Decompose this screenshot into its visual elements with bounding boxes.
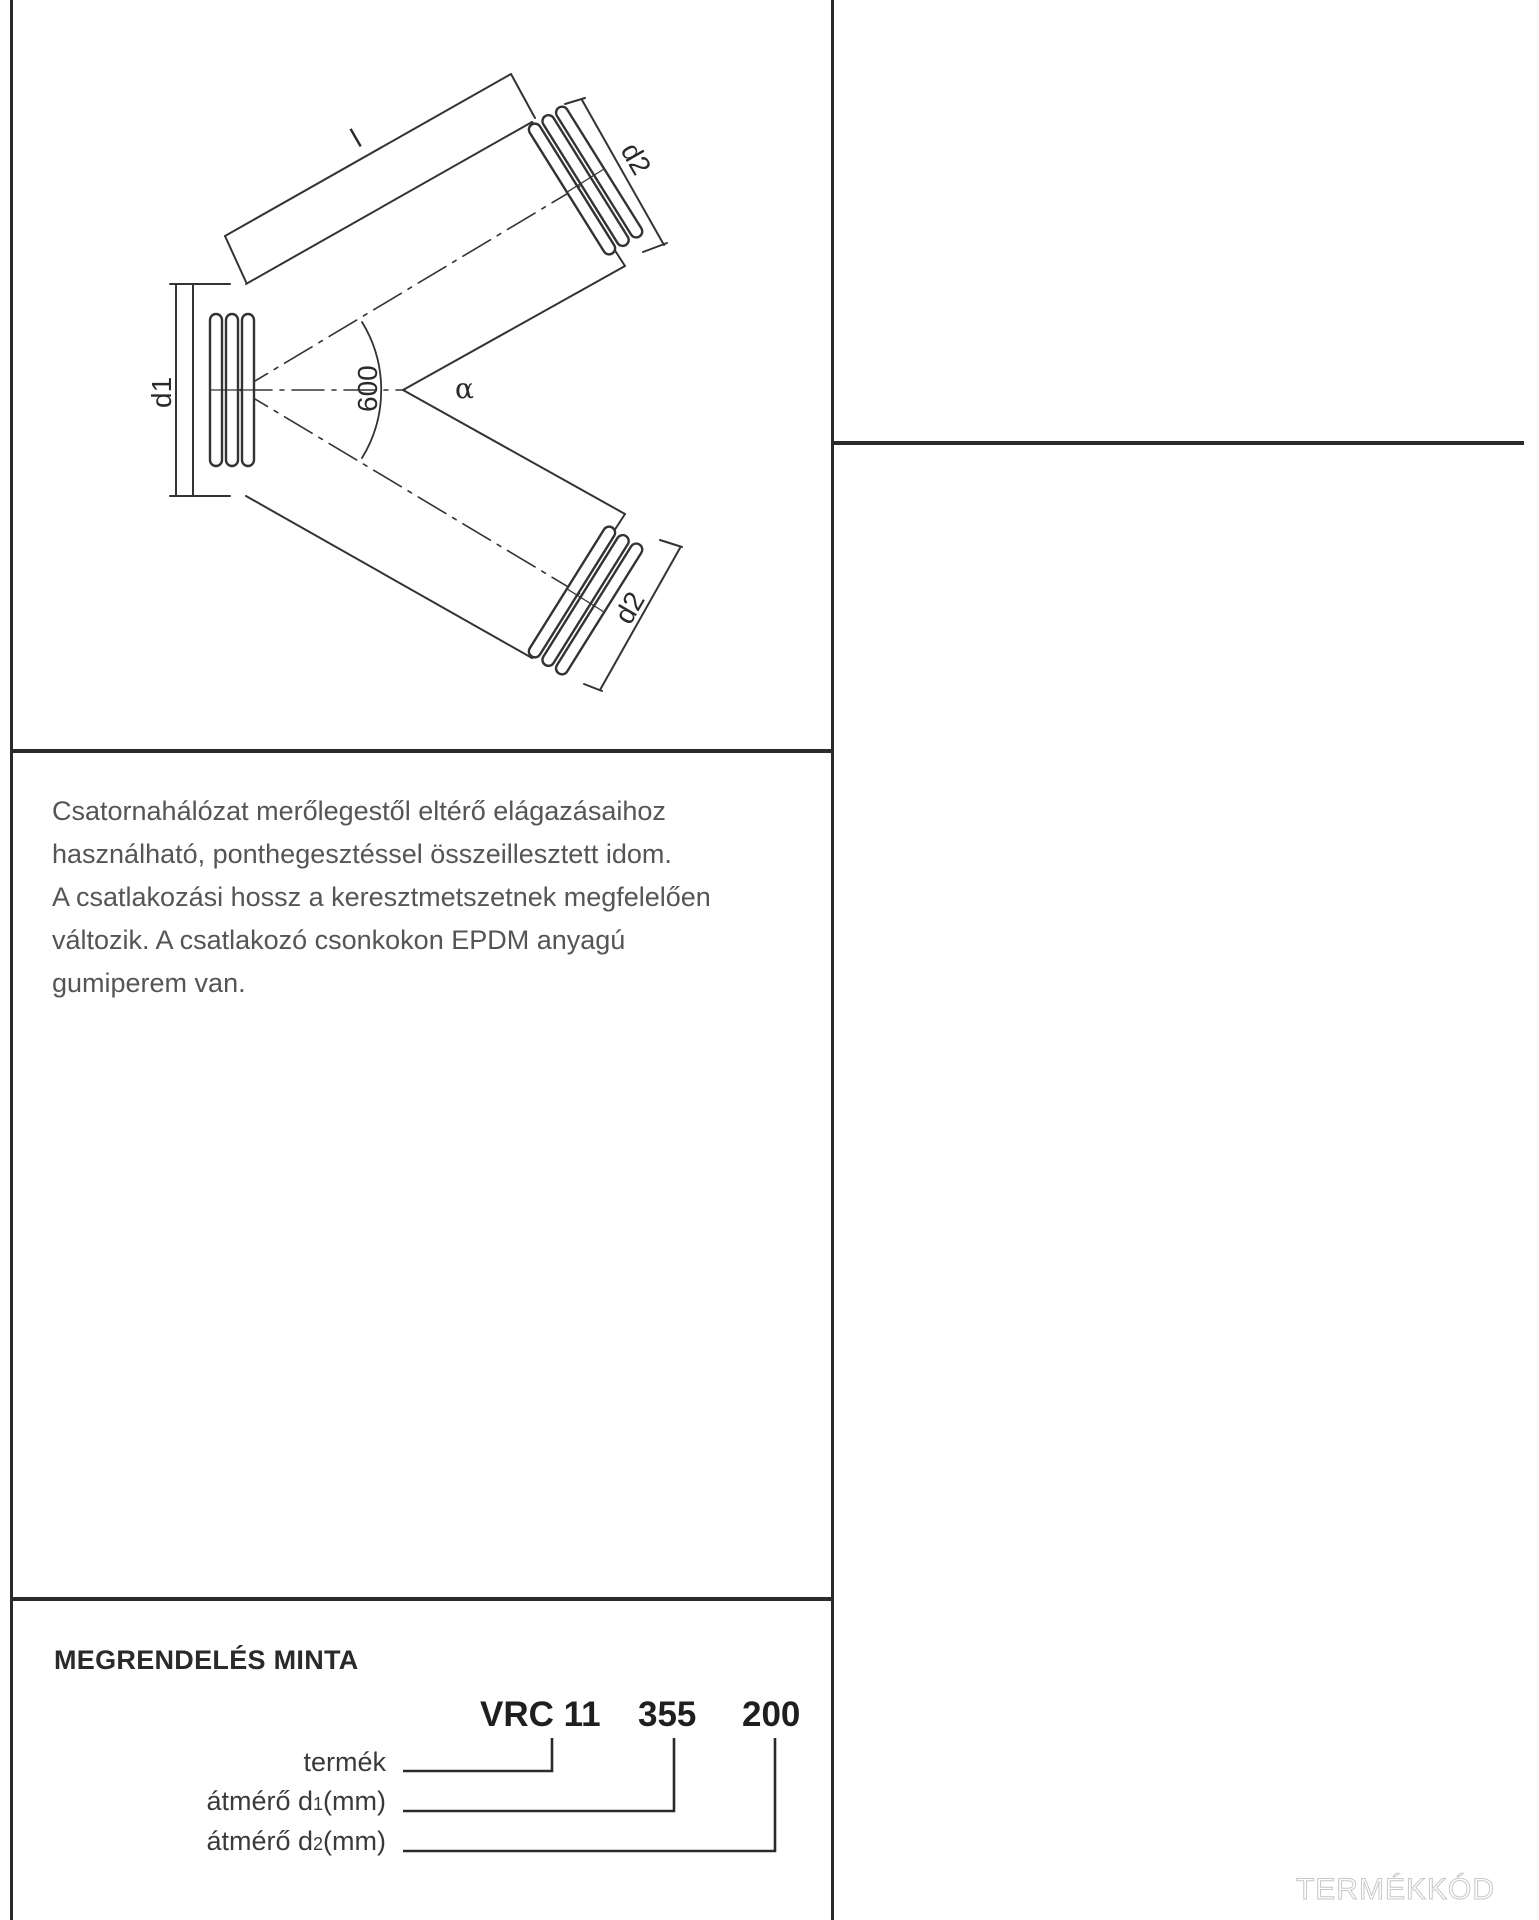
d1-label-index: 1 — [313, 1794, 324, 1814]
description-line: gumiperem van. — [52, 968, 246, 998]
right-panel-rule — [831, 441, 1524, 445]
description-line: Csatornahálózat merőlegestől eltérő elágazásaihoz — [52, 796, 666, 826]
d2-code: 200 — [742, 1695, 801, 1734]
description-line: A csatlakozási hossz a keresztmetszetnek megfelelően — [52, 882, 711, 912]
angle-value-label: 600 — [352, 365, 383, 412]
product-code: VRC 11 — [480, 1695, 601, 1734]
description-line: használható, ponthegesztéssel összeillesztett idom. — [52, 839, 672, 869]
description-line: változik. A csatlakozó csonkokon EPDM anyagú — [52, 925, 626, 955]
d2-top-label: d2 — [614, 137, 658, 180]
d2-label-prefix: átmérő d — [206, 1826, 314, 1856]
product-label-text: termék — [303, 1747, 386, 1777]
d1-label: d1 — [146, 376, 177, 408]
angle-symbol-label: α — [455, 372, 474, 405]
d2-label-index: 2 — [313, 1834, 324, 1854]
d1-label-unit: (mm) — [323, 1786, 386, 1816]
order-example-title: MEGRENDELÉS MINTA — [54, 1645, 359, 1675]
length-label: l — [345, 123, 367, 154]
d1-code: 355 — [638, 1695, 697, 1734]
d2-bottom-label: d2 — [608, 586, 651, 629]
d1-label-prefix: átmérő d — [206, 1786, 314, 1816]
d2-label-unit: (mm) — [323, 1826, 386, 1856]
product-code-footer: TERMÉKKÓD — [1295, 1873, 1495, 1906]
